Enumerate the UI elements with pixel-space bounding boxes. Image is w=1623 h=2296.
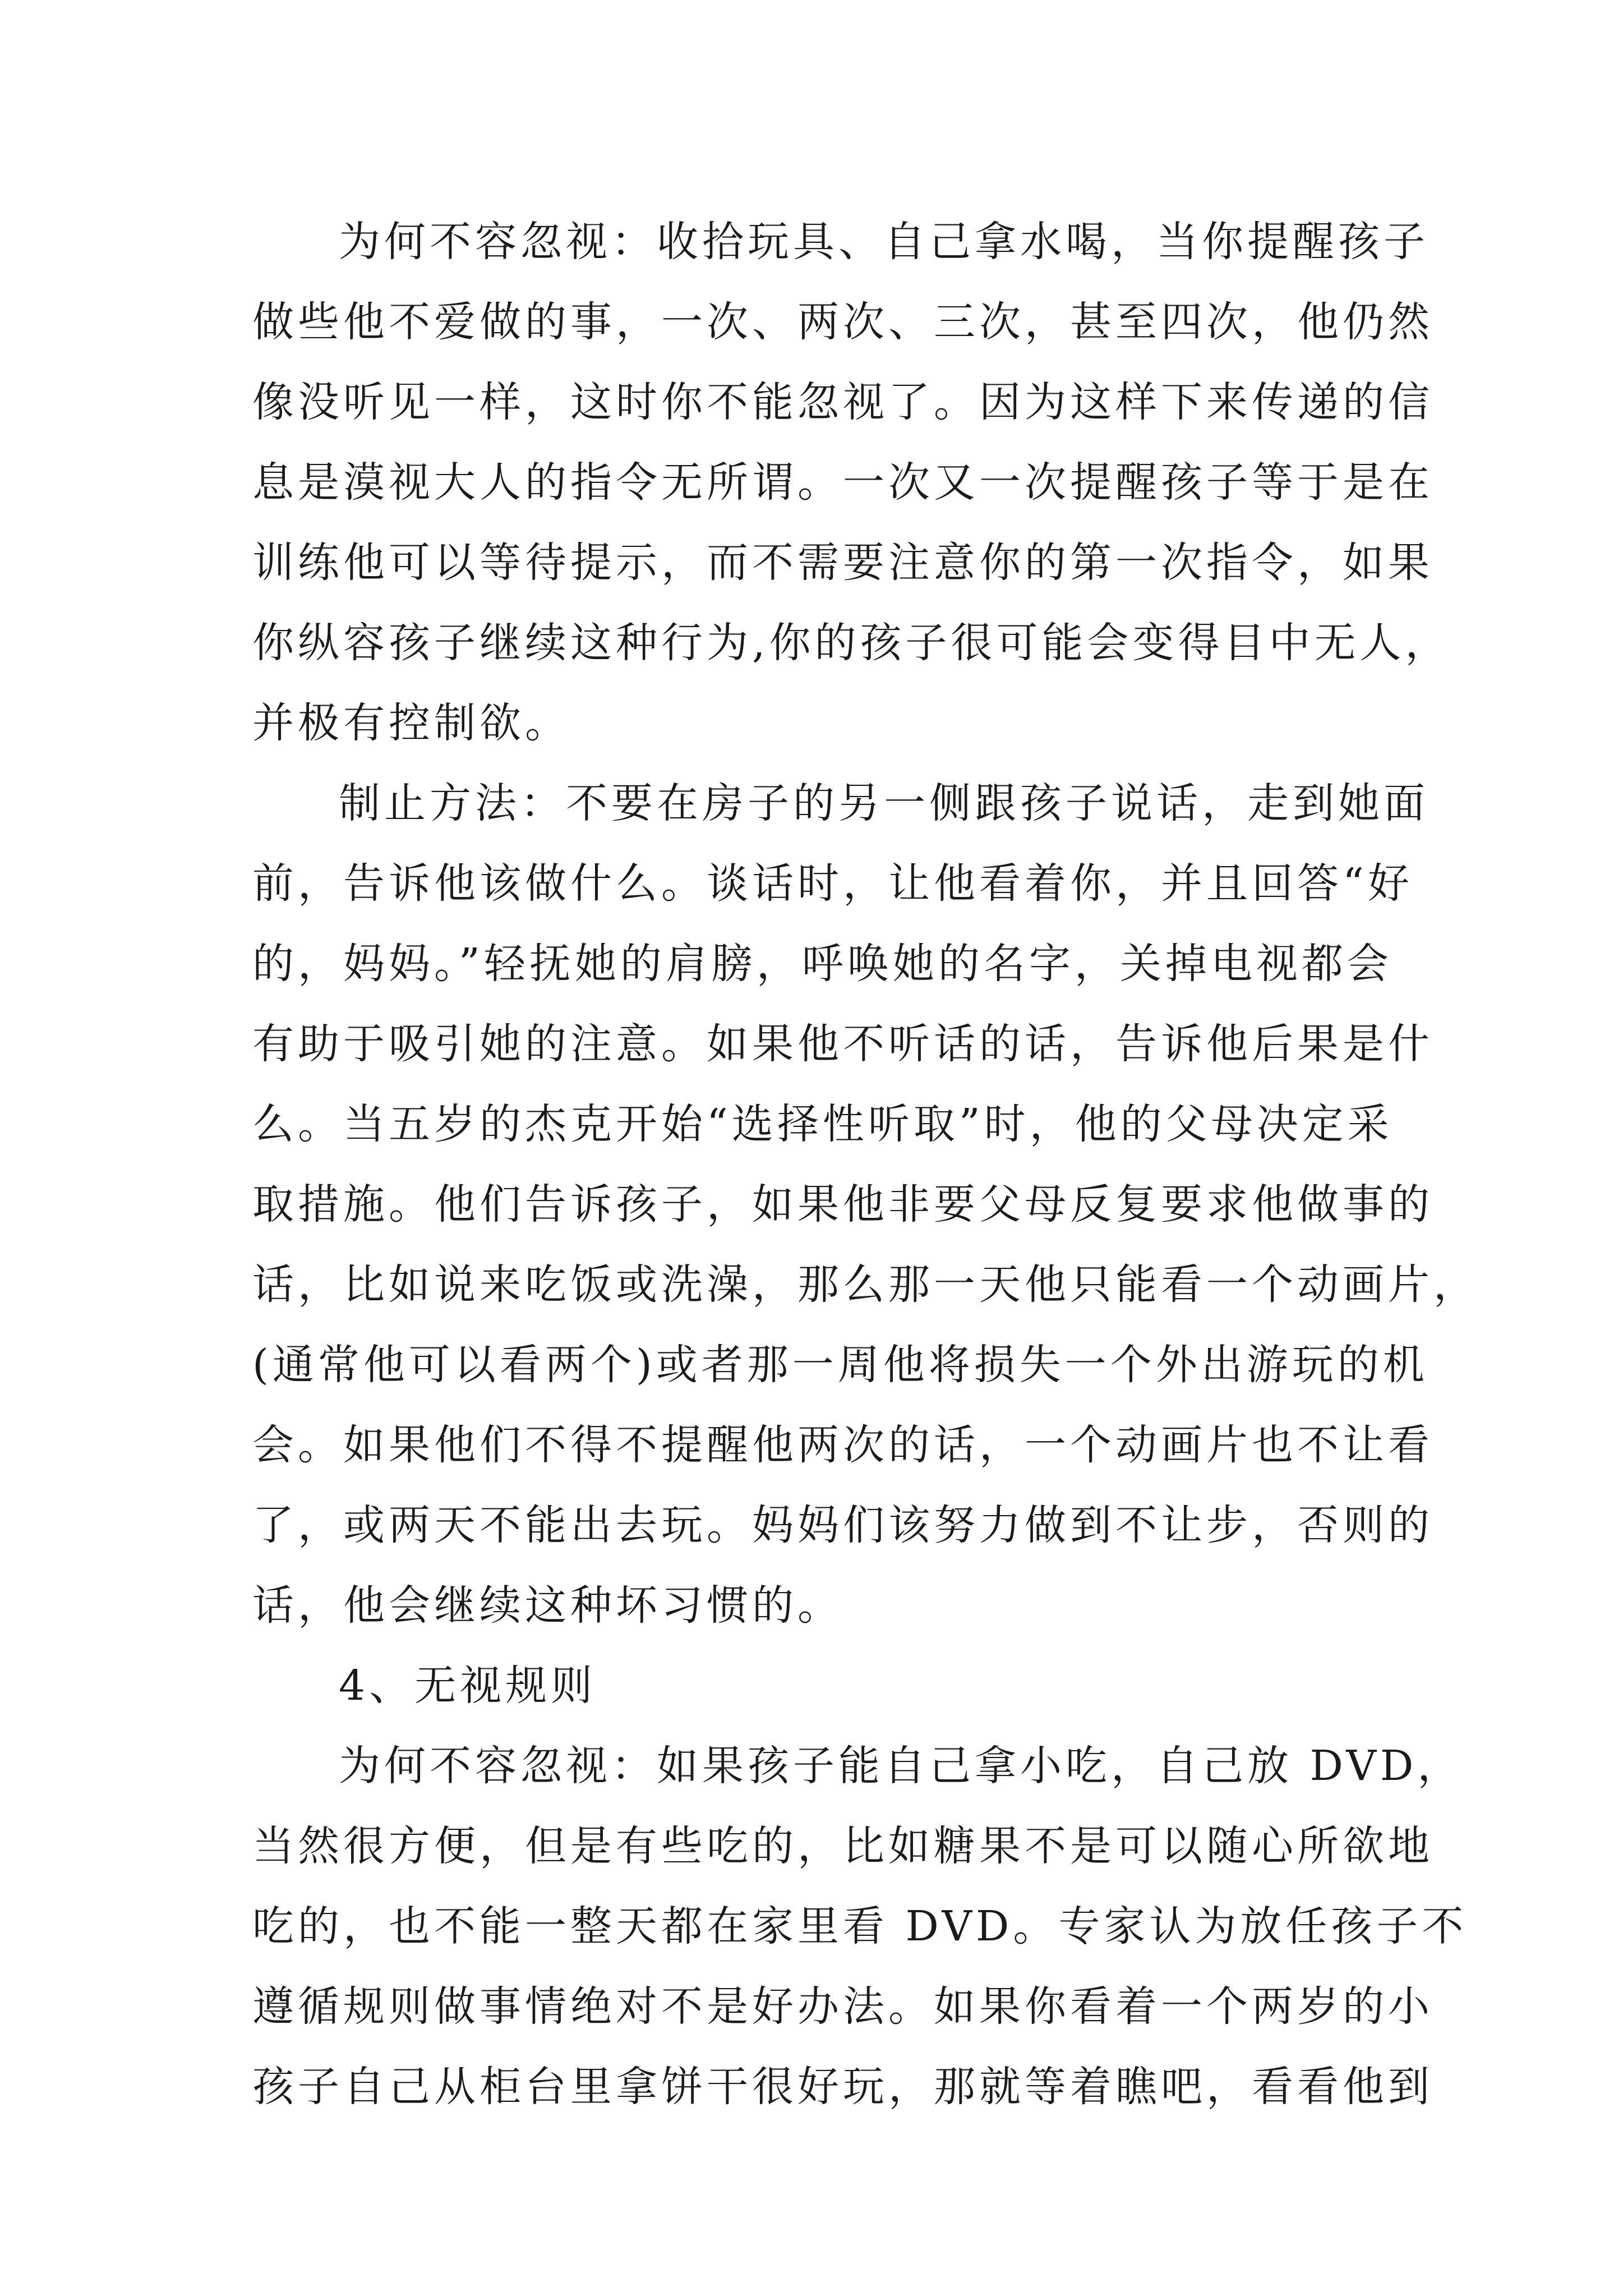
text-line: 遵循规则做事情绝对不是好办法。如果你看着一个两岁的小 xyxy=(252,1982,1433,2031)
text-line: 会。如果他们不得不提醒他两次的话，一个动画片也不让看 xyxy=(252,1421,1433,1469)
text-line: 孩子自己从柜台里拿饼干很好玩，那就等着瞧吧，看看他到 xyxy=(252,2063,1433,2111)
text-line: 前，告诉他该做什么。谈话时，让他看着你，并且回答“好 xyxy=(252,859,1413,908)
text-line: 话，比如说来吃饭或洗澡，那么那一天他只能看一个动画片， xyxy=(252,1260,1479,1309)
text-line: 话，他会继续这种坏习惯的。 xyxy=(252,1581,843,1630)
section-heading: 4、无视规则 xyxy=(339,1662,597,1710)
text-line: 了，或两天不能出去玩。妈妈们该努力做到不让步，否则的 xyxy=(252,1501,1433,1549)
text-line: 息是漠视大人的指令无所谓。一次又一次提醒孩子等于是在 xyxy=(252,458,1433,507)
text-line: 为何不容忽视：如果孩子能自己拿小吃，自己放 DVD， xyxy=(339,1742,1463,1790)
body-text xyxy=(252,202,1479,2127)
text-line: 么。当五岁的杰克开始“选择性听取”时，他的父母决定采 xyxy=(252,1100,1393,1148)
text-line: 做些他不爱做的事，一次、两次、三次，甚至四次，他仍然 xyxy=(252,298,1433,346)
text-line: 取措施。他们告诉孩子，如果他非要父母反复要求他做事的 xyxy=(252,1180,1433,1228)
text-line: 当然很方便，但是有些吃的，比如糖果不是可以随心所欲地 xyxy=(252,1822,1433,1870)
text-line: 有助于吸引她的注意。如果他不听话的话，告诉他后果是什 xyxy=(252,1020,1433,1068)
text-line: 你纵容孩子继续这种行为,你的孩子很可能会变得目中无人， xyxy=(252,619,1451,667)
text-line: 像没听见一样，这时你不能忽视了。因为这样下来传递的信 xyxy=(252,378,1433,426)
text-line: 制止方法：不要在房子的另一侧跟孩子说话，走到她面 xyxy=(339,779,1429,827)
text-line: 训练他可以等待提示，而不需要注意你的第一次指令，如果 xyxy=(252,539,1433,587)
text-line: 吃的，也不能一整天都在家里看 DVD。专家认为放任孩子不 xyxy=(252,1902,1468,1950)
text-line: (通常他可以看两个)或者那一周他将损失一个外出游玩的机 xyxy=(252,1341,1428,1389)
text-line: 的，妈妈。”轻抚她的肩膀，呼唤她的名字，关掉电视都会 xyxy=(252,940,1393,988)
text-line: 为何不容忽视：收拾玩具、自己拿水喝，当你提醒孩子 xyxy=(339,218,1429,266)
text-line: 并极有控制欲。 xyxy=(252,699,570,747)
